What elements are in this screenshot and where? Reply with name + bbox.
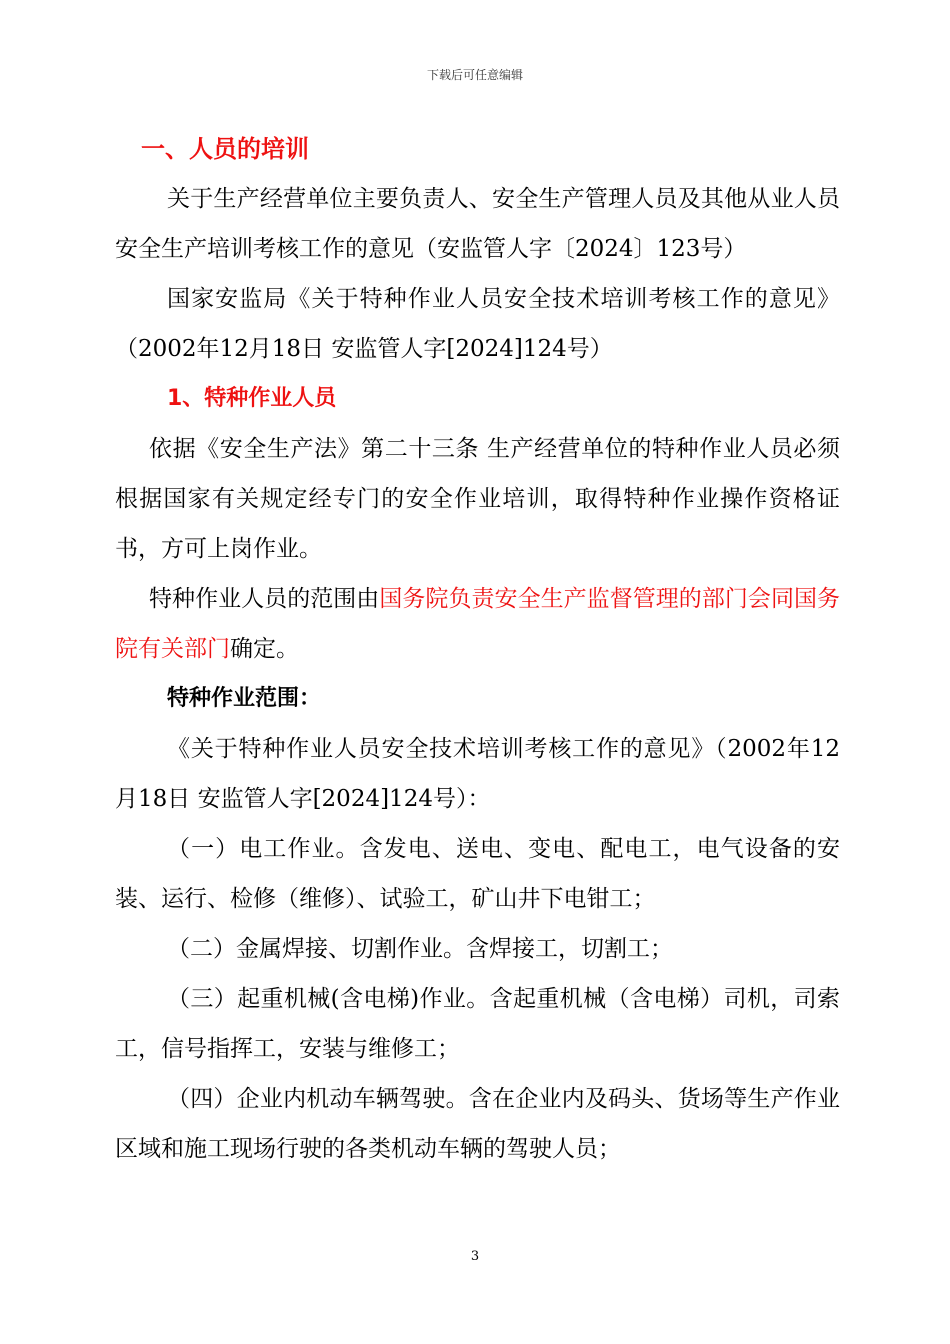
list-item-electrical: （一）电工作业。含发电、送电、变电、配电工，电气设备的安装、运行、检修（维修）、试验工，矿山井下电钳工； (115, 836, 840, 912)
paragraph-scope-authority (115, 574, 840, 674)
subsection-title: 1、特种作业人员 (167, 386, 337, 411)
page-number: 3 (470, 1249, 480, 1264)
paragraph-state-bureau-opinion: 国家安监局《关于特种作业人员安全技术培训考核工作的意见》（2002年12月18日 安监管人字[2024]124号） (115, 286, 840, 362)
paragraph-safety-law: 依据《安全生产法》第二十三条 生产经营单位的特种作业人员必须根据国家有关规定经专门的安全作业培训，取得特种作业操作资格证书，方可上岗作业。 (115, 436, 840, 562)
paragraph-scope-source: 《关于特种作业人员安全技术培训考核工作的意见》（2002年12月18日 安监管人字[2024]124号）： (115, 736, 840, 812)
scope-authority-suffix: 确定。 (230, 636, 299, 662)
scope-authority-prefix: 特种作业人员的范围由 (149, 586, 380, 612)
list-item-vehicle: （四）企业内机动车辆驾驶。含在企业内及码头、货场等生产作业区域和施工现场行驶的各类机动车辆的驾驶人员； (115, 1086, 840, 1162)
section-title: 一、人员的培训 (141, 135, 309, 163)
paragraph-training-opinion: 关于生产经营单位主要负责人、安全生产管理人员及其他从业人员安全生产培训考核工作的意见（安监管人字〔2024〕123号） (115, 186, 840, 262)
scope-authority-highlight: 国务院负责安全生产监督管理的部门会同国务院有关部门 (115, 586, 841, 662)
scope-heading: 特种作业范围： (167, 686, 322, 711)
list-item-crane: （三）起重机械(含电梯)作业。含起重机械（含电梯）司机，司索工，信号指挥工，安装与维修工； (115, 986, 840, 1062)
page-header-note: 下载后可任意编辑 (426, 68, 523, 82)
document-body (115, 124, 840, 1174)
list-item-welding: （二）金属焊接、切割作业。含焊接工，切割工； (167, 936, 673, 962)
